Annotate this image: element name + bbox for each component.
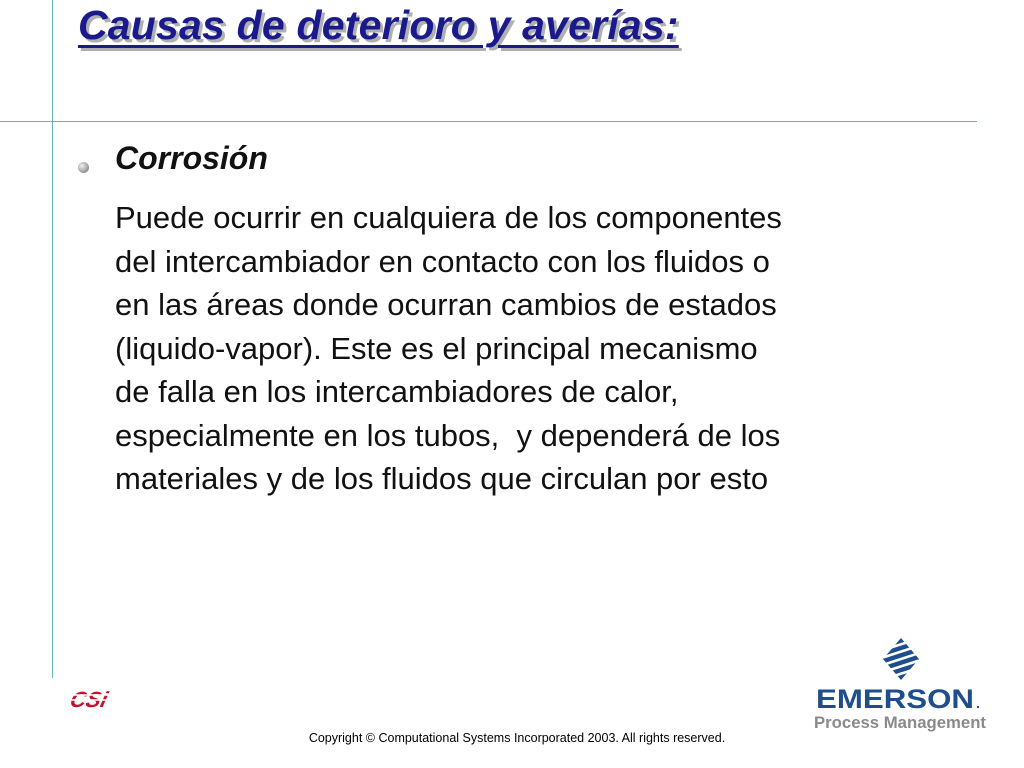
slide-title: Causas de deterioro y averías: bbox=[78, 2, 679, 48]
bullet-dot-icon bbox=[78, 162, 89, 173]
emerson-diamond-icon bbox=[883, 638, 919, 680]
body-line: materiales y de los fluidos que circulan por esto bbox=[115, 461, 769, 496]
vertical-rule bbox=[52, 0, 53, 678]
csi-logo bbox=[66, 686, 118, 712]
bullet-heading: Corrosión bbox=[115, 140, 268, 176]
body-line: de falla en los intercambiadores de calor, bbox=[115, 374, 679, 409]
emerson-subtitle-text: Process Management bbox=[814, 714, 987, 732]
emerson-brand-text: EMERSON bbox=[816, 684, 974, 714]
body-line: del intercambiador en contacto con los fluidos o bbox=[115, 243, 770, 279]
emerson-logo bbox=[812, 636, 990, 736]
emerson-trademark: . bbox=[976, 695, 980, 711]
copyright-notice: Copyright © Computational Systems Incorporated 2003. All rights reserved. bbox=[308, 731, 726, 745]
body-line: Puede ocurrir en cualquiera de los componentes bbox=[115, 200, 782, 235]
bullet-body bbox=[115, 196, 995, 501]
horizontal-rule bbox=[0, 121, 977, 122]
body-line: en las áreas donde ocurran cambios de estados bbox=[115, 287, 777, 322]
csi-logo-text: CSi bbox=[67, 687, 111, 712]
body-line: (liquido-vapor). Este es el principal mecanismo bbox=[115, 330, 758, 366]
body-line: especialmente en los tubos, y dependerá de los bbox=[115, 417, 781, 453]
